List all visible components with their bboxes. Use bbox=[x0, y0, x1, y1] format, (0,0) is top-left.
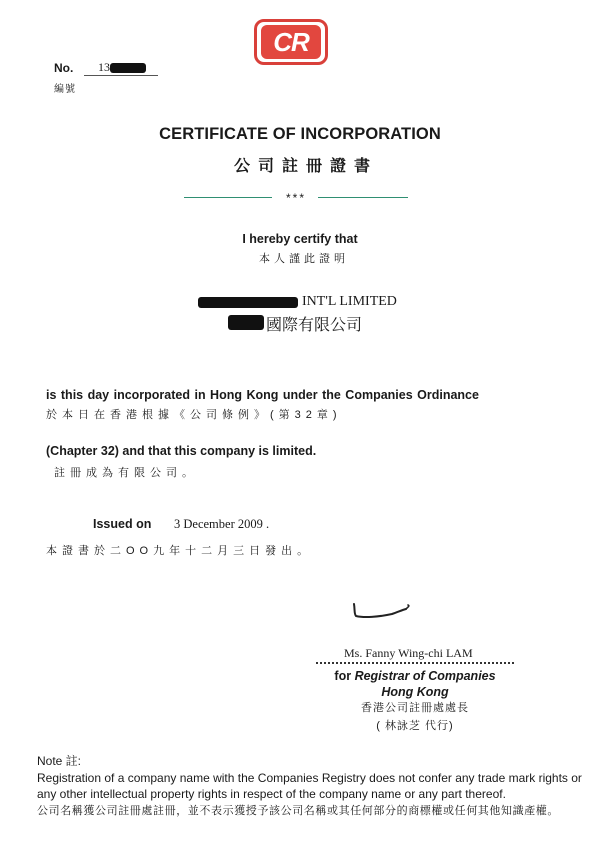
note-text-en: Registration of a company name with the Companies Registry does not confer any trade mark rights or any other intellectual property rights in respect of the company name or any part thereof. bbox=[37, 771, 582, 801]
registrar-title-line bbox=[316, 668, 514, 684]
issued-label: Issued on bbox=[93, 517, 152, 531]
registrar-title-zh-block bbox=[316, 699, 514, 735]
registrar-title-zh: 香港公司註冊處處長 bbox=[361, 702, 469, 714]
signature-dotted-line bbox=[316, 662, 514, 664]
incorporation-statement: is this day incorporated in Hong Kong under the Companies Ordinance bbox=[46, 388, 479, 402]
number-underline bbox=[84, 75, 158, 76]
limited-statement: (Chapter 32) and that this company is limited. bbox=[46, 444, 317, 458]
cr-logo-text: CR bbox=[261, 25, 321, 59]
separator-stars: *** bbox=[285, 191, 306, 205]
certificate-title-zh: 公司註冊證書 bbox=[233, 158, 378, 175]
issued-statement-zh: 本證書於二OO九年十二月三日發出。 bbox=[46, 545, 314, 557]
certificate-title: CERTIFICATE OF INCORPORATION bbox=[159, 125, 441, 143]
incorporation-statement-zh: 於本日在香港根據《公司條例》(第32章) bbox=[46, 409, 342, 421]
number-redaction bbox=[110, 63, 146, 73]
registrar-acting-zh: ( 林詠芝 代行) bbox=[376, 720, 454, 732]
company-name-redaction bbox=[198, 297, 298, 308]
note-label: Note 註: bbox=[37, 754, 82, 768]
separator-line-right bbox=[318, 197, 408, 198]
number-label: No. bbox=[54, 61, 74, 75]
certify-statement: I hereby certify that bbox=[242, 232, 358, 246]
registrar-name: Ms. Fanny Wing-chi LAM bbox=[344, 646, 473, 660]
company-name-zh: 國際有限公司 bbox=[266, 317, 363, 334]
for-label: for bbox=[334, 669, 352, 683]
company-name-zh-redaction bbox=[228, 315, 264, 330]
registrar-place: Hong Kong bbox=[381, 685, 449, 699]
registrar-title-block bbox=[316, 668, 514, 700]
issued-date: 3 December 2009 . bbox=[174, 517, 270, 531]
note-text-zh: 公司名稱獲公司註冊處註冊，並不表示獲授予該公司名稱或其任何部分的商標權或任何其他知識產權。 bbox=[37, 805, 559, 817]
registrar-signature bbox=[350, 600, 414, 624]
cr-logo bbox=[254, 19, 328, 65]
company-name-en: INT'L LIMITED bbox=[302, 294, 397, 309]
number-value: 13 bbox=[98, 60, 110, 74]
certify-statement-zh: 本人謹此證明 bbox=[259, 253, 349, 265]
number-label-zh: 編號 bbox=[54, 84, 76, 95]
limited-statement-zh: 註冊成為有限公司。 bbox=[54, 467, 198, 479]
registrar-title: Registrar of Companies bbox=[354, 669, 496, 683]
separator-line-left bbox=[184, 197, 272, 198]
